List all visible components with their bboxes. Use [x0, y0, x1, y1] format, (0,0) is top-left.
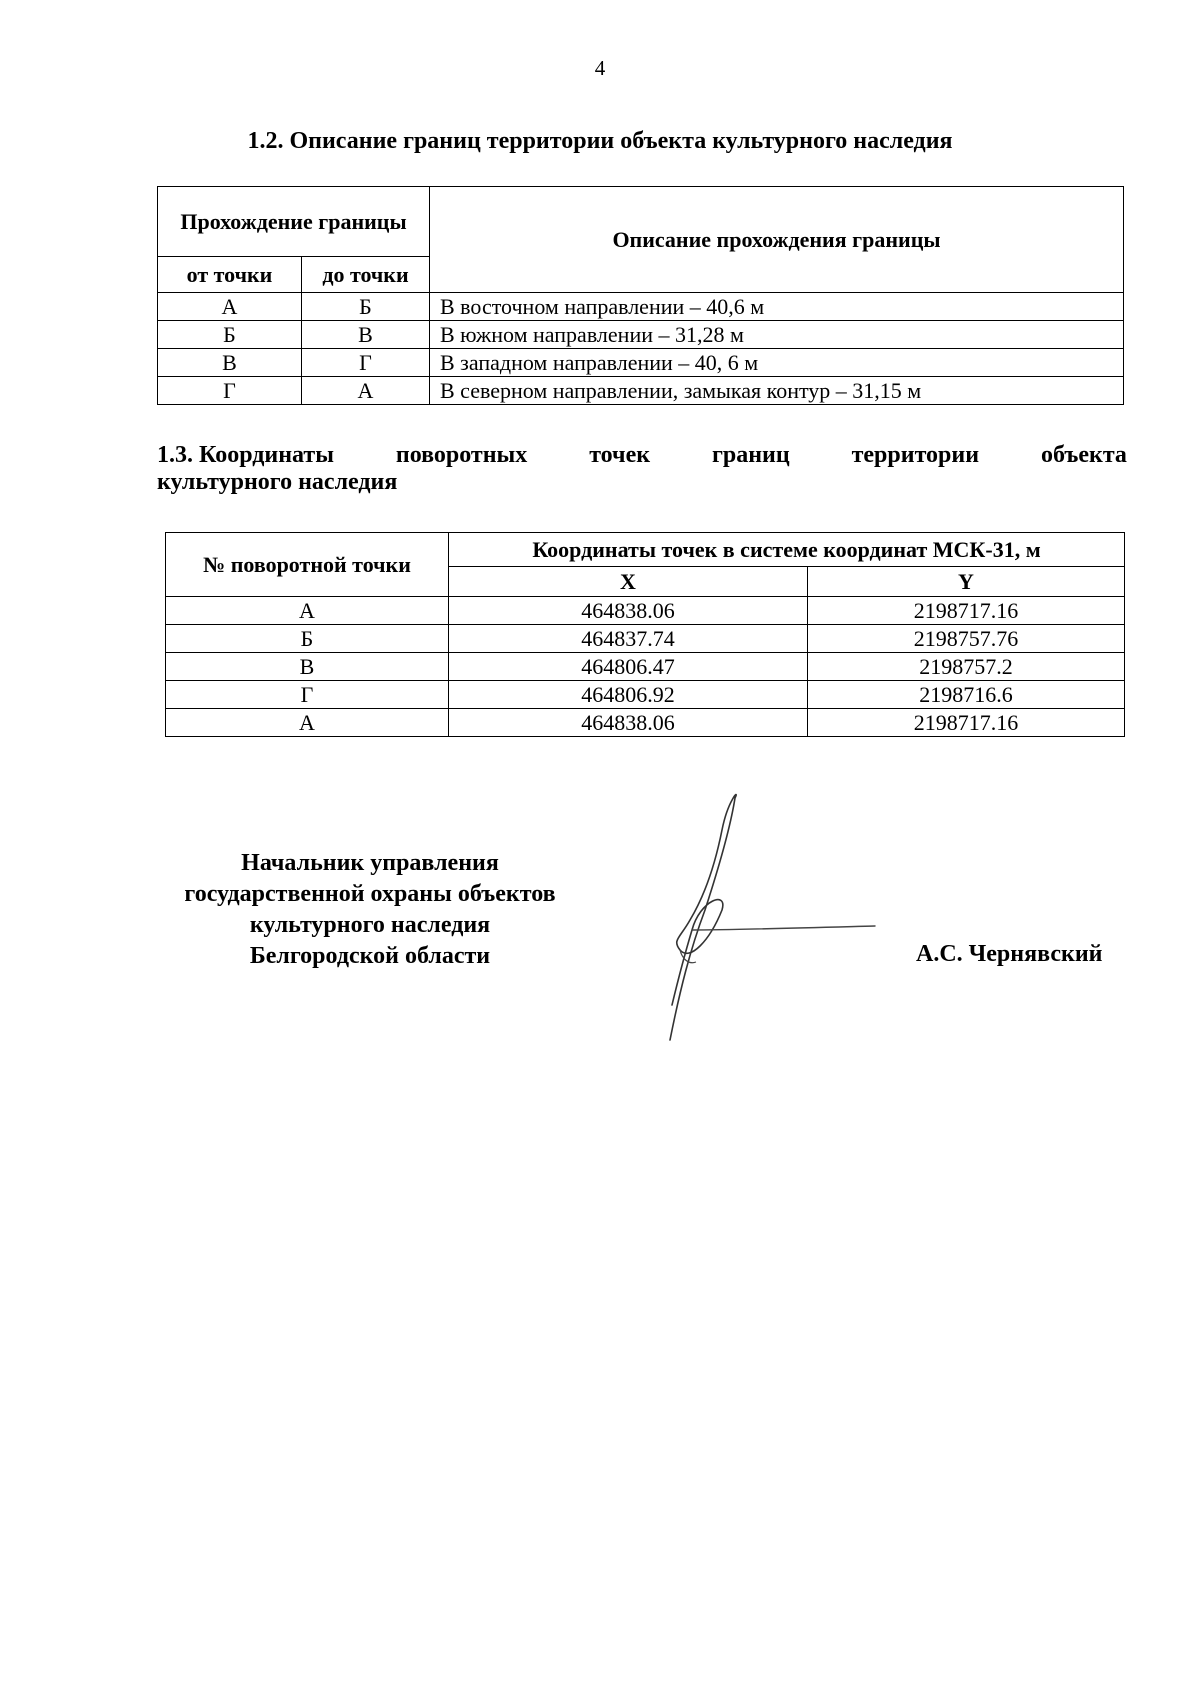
table-row: [158, 377, 1124, 405]
signer-position-line: культурного наследия: [249, 912, 491, 938]
signer-position: [150, 848, 590, 972]
x-header: X: [449, 567, 808, 597]
y-cell: 2198717.16: [808, 709, 1125, 737]
table-row: [158, 321, 1124, 349]
table-row: [166, 625, 1125, 653]
to-point-cell: В: [302, 321, 430, 349]
section-1-3-title: [157, 442, 1127, 496]
table-row: [166, 653, 1125, 681]
point-cell: Г: [166, 681, 449, 709]
table-row: [158, 349, 1124, 377]
x-cell: 464806.47: [449, 653, 808, 681]
point-cell: А: [166, 597, 449, 625]
to-point-cell: Б: [302, 293, 430, 321]
coordinates-header: Координаты точек в системе координат МСК-31, м: [449, 533, 1125, 567]
section-1-3-title-word: границ: [711, 442, 790, 468]
signer-position-line: Начальник управления: [241, 850, 499, 876]
section-1-2-title: 1.2. Описание границ территории объекта культурного наследия: [247, 128, 953, 154]
signer-position-line: Белгородской области: [249, 943, 491, 969]
point-cell: А: [166, 709, 449, 737]
point-cell: В: [166, 653, 449, 681]
coordinates-table: [165, 532, 1125, 737]
boundary-description-table: [157, 186, 1124, 405]
x-cell: 464838.06: [449, 709, 808, 737]
y-cell: 2198757.2: [808, 653, 1125, 681]
from-point-cell: Б: [158, 321, 302, 349]
point-cell: Б: [166, 625, 449, 653]
section-1-3-title-word: территории: [851, 442, 980, 468]
description-cell: В южном направлении – 31,28 м: [430, 321, 1124, 349]
table-row: [158, 293, 1124, 321]
y-header: Y: [808, 567, 1125, 597]
section-1-3-title-word: 1.3. Координаты: [157, 442, 334, 468]
description-cell: В восточном направлении – 40,6 м: [430, 293, 1124, 321]
section-1-3-title-word: поворотных: [395, 442, 528, 468]
from-point-cell: В: [158, 349, 302, 377]
x-cell: 464837.74: [449, 625, 808, 653]
from-point-header: от точки: [158, 257, 302, 293]
x-cell: 464806.92: [449, 681, 808, 709]
description-cell: В северном направлении, замыкая контур – 31,15 м: [430, 377, 1124, 405]
table-row: [166, 681, 1125, 709]
table-row: [166, 709, 1125, 737]
signer-position-line: государственной охраны объектов: [184, 881, 556, 907]
y-cell: 2198757.76: [808, 625, 1125, 653]
signer-name: А.С. Чернявский: [916, 941, 1103, 967]
x-cell: 464838.06: [449, 597, 808, 625]
handwritten-signature: [650, 790, 910, 1050]
to-point-cell: А: [302, 377, 430, 405]
from-point-cell: Г: [158, 377, 302, 405]
y-cell: 2198717.16: [808, 597, 1125, 625]
point-number-header: № поворотной точки: [166, 533, 449, 597]
description-header: Описание прохождения границы: [430, 187, 1124, 293]
table-row: [166, 597, 1125, 625]
y-cell: 2198716.6: [808, 681, 1125, 709]
from-point-cell: А: [158, 293, 302, 321]
to-point-header: до точки: [302, 257, 430, 293]
section-1-3-title-word: точек: [589, 442, 651, 468]
description-cell: В западном направлении – 40, 6 м: [430, 349, 1124, 377]
section-1-3-title-line2: культурного наследия: [157, 469, 398, 495]
page-number: 4: [594, 56, 606, 80]
passage-header: Прохождение границы: [158, 187, 430, 257]
to-point-cell: Г: [302, 349, 430, 377]
section-1-3-title-word: объекта: [1040, 442, 1127, 468]
